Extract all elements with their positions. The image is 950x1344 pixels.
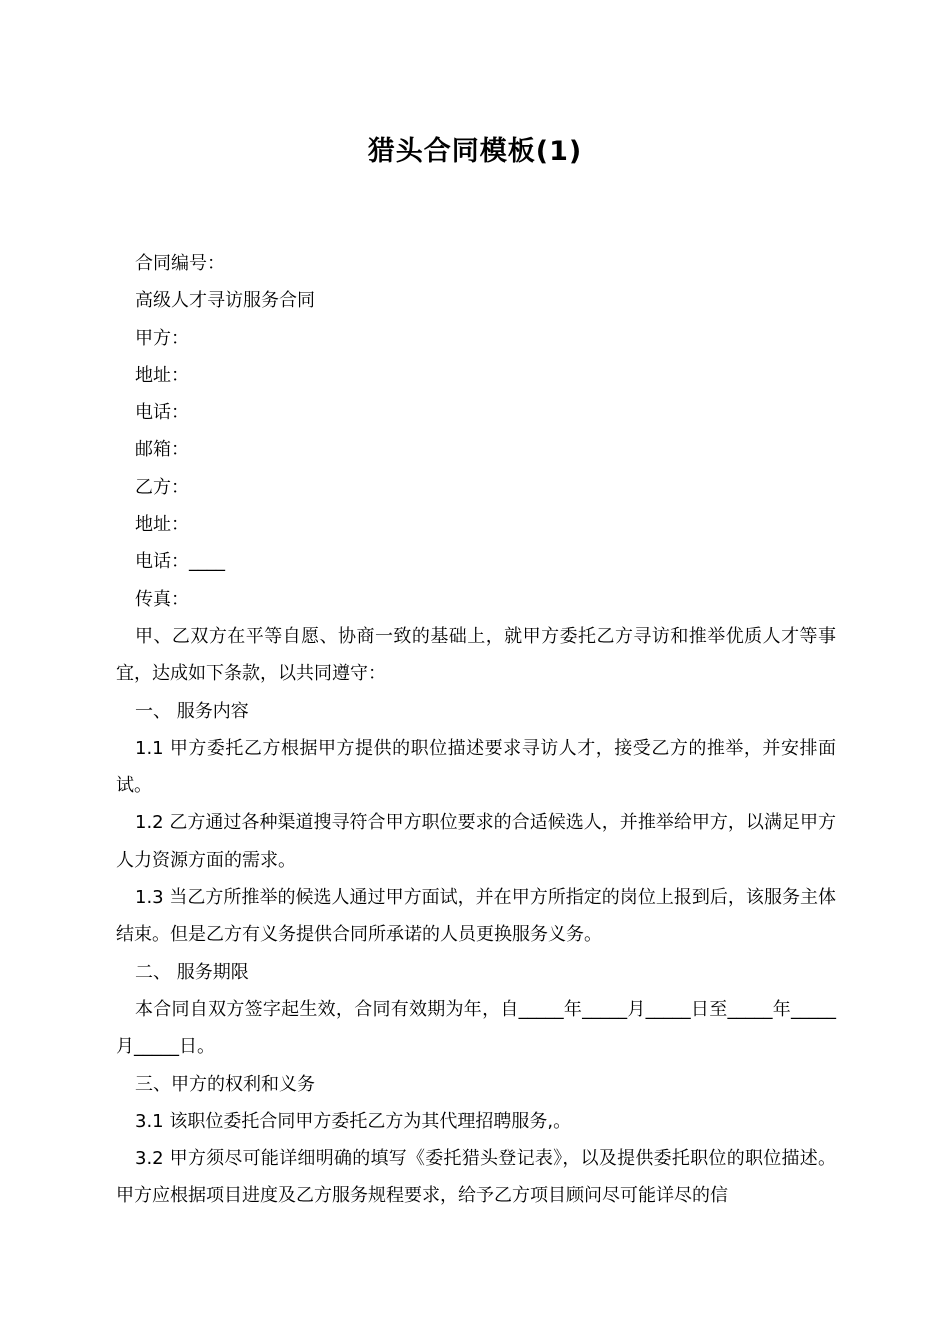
clause-paragraph: 1.2 乙方通过各种渠道搜寻符合甲方职位要求的合适候选人，并推举给甲方，以满足甲方人力资源方面的需求。	[116, 812, 836, 871]
party-b-address-line: 地址：	[135, 514, 189, 536]
term-paragraph: 本合同自双方签字起生效，合同有效期为年，自_____年_____月_____日至_____年_____月_____日。	[116, 998, 836, 1058]
clause-paragraph: 1.3 当乙方所推举的候选人通过甲方面试，并在甲方所指定的岗位上报到后，该服务主体结束。但是乙方有义务提供合同所承诺的人员更换服务义务。	[116, 887, 836, 946]
contract-number-line: 合同编号：	[135, 253, 225, 274]
contract-subtitle: 高级人才寻访服务合同	[135, 290, 315, 312]
document-title: 猎头合同模板(1)	[367, 136, 583, 167]
preamble-paragraph: 甲、乙双方在平等自愿、协商一致的基础上，就甲方委托乙方寻访和推举优质人才等事宜，达成如下条款，以共同遵守：	[116, 625, 836, 685]
party-a-line: 甲方：	[135, 327, 189, 349]
party-b-line: 乙方：	[135, 476, 189, 498]
party-b-fax-line: 传真：	[135, 588, 189, 610]
clause-paragraph: 1.1 甲方委托乙方根据甲方提供的职位描述要求寻访人才，接受乙方的推举，并安排面试。	[116, 737, 836, 797]
clause-paragraph: 3.1 该职位委托合同甲方委托乙方为其代理招聘服务,。	[135, 1110, 572, 1132]
party-a-email-line: 邮箱：	[135, 439, 189, 461]
section-heading: 二、 服务期限	[135, 961, 249, 983]
party-b-phone-line: 电话：____	[135, 551, 225, 573]
party-a-address-line: 地址：	[135, 364, 189, 386]
section-heading: 三、甲方的权利和义务	[135, 1073, 315, 1095]
section-heading: 一、 服务内容	[135, 700, 249, 722]
document-body	[116, 245, 836, 1215]
party-a-phone-line: 电话：	[135, 402, 189, 424]
clause-paragraph: 3.2 甲方须尽可能详细明确的填写《委托猎头登记表》，以及提供委托职位的职位描述。甲方应根据项目进度及乙方服务规程要求，给予乙方项目顾问尽可能详尽的信	[116, 1148, 836, 1207]
